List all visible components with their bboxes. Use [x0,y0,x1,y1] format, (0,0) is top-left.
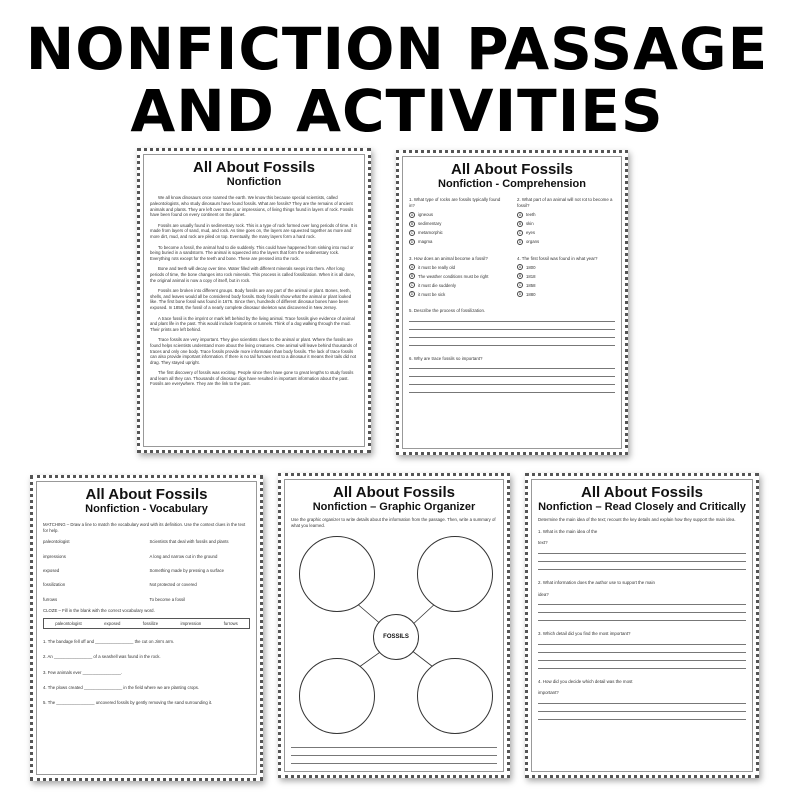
answer-option[interactable] [517,221,615,227]
vocab-definition[interactable]: To become a fossil [149,596,186,602]
question-1 [409,197,507,247]
answer-option[interactable] [517,291,615,297]
question-text: 6. Why are trace fossils so important? [409,355,483,361]
word-bank-item: paleontologist [55,620,82,626]
worksheet-read-closely [525,473,759,778]
bubble-d: D [518,239,522,244]
cloze-instructions: CLOZE – Fill in the blank with the correct vocabulary word. [43,608,155,614]
question-grid-top [409,197,615,247]
question-text: 4. How did you decide which detail was the most [538,678,633,684]
question-text: 4. The first fossil was found in what year? [517,255,598,261]
option-label: it must die suddenly [418,282,456,288]
detail-circle-bottom-right[interactable] [417,658,493,734]
answer-option[interactable] [517,282,615,288]
option-label: 1880 [526,291,536,297]
sheet-title: All About Fossils [193,159,315,176]
sheet-subtitle: Nonfiction – Graphic Organizer [312,501,476,514]
option-label: eyes [526,230,536,236]
summary-line[interactable] [291,764,497,767]
answer-option[interactable] [517,212,615,218]
question-text: 3. How does an animal become a fossil? [409,255,488,261]
option-label: organs [526,239,540,245]
option-label: skin [526,221,534,227]
cloze-sentence[interactable]: 1. The bandage fell off and ________________ the cut on Jim's arm. [43,638,175,644]
option-label: 1800 [526,264,536,270]
answer-option[interactable] [409,221,507,227]
answer-option[interactable] [409,273,507,279]
worksheet-passage [137,148,371,453]
answer-line[interactable] [409,361,615,369]
question-text: 3. Which detail did you find the most important? [538,631,631,637]
detail-circle-top-right[interactable] [417,536,493,612]
answer-line[interactable] [409,338,615,346]
detail-circle-bottom-left[interactable] [299,658,375,734]
answer-line[interactable] [538,562,746,570]
question-4 [517,256,615,301]
bubble-c: C [410,230,414,235]
answer-line[interactable] [409,377,615,385]
sheet-subtitle: Nonfiction [226,176,282,189]
passage-paragraph: Bone and teeth will decay over time. Water filled with different minerals seeps into them. After long periods of time, the bone changes into rock minerals. This process is called fossilization. When it is all done, the original animal is now a copy of itself, but in rock. [150,266,356,283]
answer-line[interactable] [538,661,746,669]
question-text: 2. What information does the author use to support the main [538,580,655,586]
answer-line[interactable] [409,369,615,377]
sheet-title: All About Fossils [581,484,703,501]
sheet-subtitle: Nonfiction - Comprehension [438,178,586,191]
word-bank-item: impression [180,620,202,626]
matching-instructions: MATCHING – Draw a line to match the vocabulary word with its definition. Use the context clues in the text for help. [43,522,246,533]
answer-line[interactable] [538,613,746,621]
answer-line[interactable] [409,314,615,322]
vocab-word[interactable]: fossilization [43,582,66,588]
question-text: 5. Describe the process of fossilization. [409,308,486,314]
sheet-subtitle: Nonfiction - Vocabulary [85,503,208,516]
passage-paragraph: We all know dinosaurs once roamed the earth. We know this because special scientists, called paleontologists, who study dinosaurs have found fossils. What are fossils? They are the remains of ancient animals and plants. They are left over traces, or impressions, of living things found in layers of rock. Fossils have been found on every continent on the planet. [150,195,354,218]
answer-option[interactable] [517,273,615,279]
question-text: 1. What type of rocks are fossils typically found in? [409,197,501,209]
sheet-title: All About Fossils [85,486,208,503]
bubble-a: A [410,212,414,217]
option-label: 1818 [526,273,536,279]
passage-paragraph: Fossils are broken into different groups. Body fossils are any part of the animal or plant. Bones, teeth, shells, and leaves would all be considered body fossils. Body fossils show what the animal or plant looked like. The first bone fossil was found in 1676. Since then, hundreds of different dinosaur bones have been exposed. In 1858, the fossil of a nearly complete dinosaur skeleton was discovered in New Jersey. [150,288,352,310]
answer-line[interactable] [409,322,615,330]
bubble-b: B [518,274,522,279]
bubble-c: C [410,283,414,288]
worksheet-vocabulary [30,475,263,781]
question-text-continued: important? [538,690,559,696]
worksheet-comprehension [396,150,628,455]
critical-question-1 [538,529,746,570]
answer-line[interactable] [538,605,746,613]
bubble-a: A [518,212,522,217]
center-circle [373,614,419,660]
bubble-d: D [518,292,522,297]
answer-line[interactable] [538,546,746,554]
answer-option[interactable] [409,282,507,288]
option-label: 1858 [526,282,536,288]
word-bank [43,618,250,629]
bubble-b: B [410,274,414,279]
answer-option[interactable] [409,230,507,236]
answer-line[interactable] [409,330,615,338]
cloze-sentence[interactable]: 2. An ________________ of a seashell was found in the rock. [43,654,161,660]
answer-option[interactable] [409,264,507,270]
critical-question-2 [538,580,746,621]
organizer-instructions: Use the graphic organizer to write details about the information from the passage. Then, write a summary of what you learned. [291,517,496,528]
question-text-continued: text? [538,540,548,546]
vocab-word[interactable]: furrows [43,596,58,602]
bubble-d: D [410,292,414,297]
summary-line[interactable] [291,748,497,756]
option-label: metamorphic [418,230,443,236]
option-label: teeth [526,212,536,218]
critical-instructions: Determine the main idea of the text; recount the key details and explain how they support the main idea. [538,517,736,523]
vocab-definition[interactable]: Scientists that deal with fossils and plants [149,539,229,545]
answer-line[interactable] [538,637,746,645]
bubble-d: D [410,239,414,244]
option-label: igneous [418,212,434,218]
option-label: it must be really old [418,264,456,270]
graphic-organizer [291,536,497,736]
vocab-definition[interactable]: Something made by pressing a surface [149,568,225,574]
answer-option[interactable] [409,291,507,297]
option-label: it must be sick [418,291,446,297]
answer-option[interactable] [409,212,507,218]
summary-line[interactable] [291,756,497,764]
cloze-sentence[interactable]: 4. The plows created ________________ in the field where we are planting crops. [43,684,200,690]
cloze-sentence[interactable]: 3. Few animals ever ________________. [43,669,123,675]
answer-line[interactable] [538,554,746,562]
question-text-continued: idea? [538,591,549,597]
answer-line[interactable] [538,597,746,605]
answer-line[interactable] [538,704,746,712]
vocab-word[interactable]: exposed [43,568,60,574]
answer-option[interactable] [517,239,615,245]
answer-option[interactable] [517,230,615,236]
vocab-definition[interactable]: Not protected or covered [149,582,197,588]
option-label: magma [418,239,433,245]
option-label: sedimentary [418,221,442,227]
passage-body [150,195,358,387]
summary-line[interactable] [291,740,497,748]
sheet-title: All About Fossils [451,161,573,178]
arrow-top-right [411,602,437,626]
bubble-b: B [410,221,414,226]
vocab-word[interactable]: paleontologist [43,539,70,545]
word-bank-item: exposed [104,620,121,626]
option-label: The weather conditions must be right [418,273,489,279]
bubble-c: C [518,230,522,235]
critical-question-4 [538,679,746,720]
answer-option[interactable] [409,239,507,245]
summary-lines [291,740,497,767]
question-3 [409,256,507,301]
answer-line[interactable] [538,653,746,661]
worksheet-graphic-organizer [278,473,510,778]
answer-line[interactable] [538,696,746,704]
question-2 [517,197,615,247]
headline-line-2: AND ACTIVITIES [130,77,664,145]
headline-line-1: NONFICTION PASSAGE [25,15,769,83]
bubble-a: A [410,265,414,270]
question-text: 2. What part of an animal will not rot to become a fossil? [517,197,613,209]
passage-paragraph: To become a fossil, the animal had to die suddenly. This could have happened from sinking into mud or being buried in a sandstorm. The animal is squeezed into the layers that form the sedimentary rock. Everything rots except for the teeth and bone. These are pressed into the rock. [150,244,354,261]
matching-grid [43,539,250,602]
bubble-b: B [518,221,522,226]
answer-line[interactable] [538,712,746,720]
vocab-definition[interactable]: A long and narrow cut in the ground [149,553,218,559]
question-text: 1. What is the main idea of the [538,528,598,534]
answer-option[interactable] [517,264,615,270]
question-5 [409,308,615,346]
passage-paragraph: Fossils are usually found in sedimentary rock. This is a type of rock formed over long periods of time. It is made from layers of sand, mud, and rock. As time goes on, the layers are squeezed together as more and more dirt, mud, and rock are piled on top. Eventually, the many layers form a hard rock. [150,222,358,239]
answer-line[interactable] [409,385,615,393]
word-bank-item: furrows [223,620,238,626]
detail-circle-top-left[interactable] [299,536,375,612]
question-grid-bottom [409,256,615,301]
question-6 [409,356,615,394]
passage-paragraph: The first discovery of fossils was exciting. People since then have gone to great lengths to study fossils and learn all they can. Thousands of dinosaur digs have resulted in important information about the past. Fossils are everywhere. They are the link to the past. [150,370,354,387]
critical-question-3 [538,631,746,669]
vocab-word[interactable]: impressions [43,553,66,559]
center-label: FOSSILS [383,634,409,641]
cloze-sentence[interactable]: 5. The ________________ uncovered fossils by gently removing the sand surrounding it. [43,700,213,706]
sheet-title: All About Fossils [333,484,455,501]
passage-paragraph: Trace fossils are very important. They give scientists clues to the animal or plant. Where the fossils are found helps scientists understand more about the living creatures. One animal will leave behind thousands of traces and only one body. Trace fossils provide more information than body fossils. The lack of trace fossils can also provide important information. If there is no tail furrows next to a dinosaur it means their tails did not drag. They stayed upright. [150,337,357,365]
answer-line[interactable] [538,645,746,653]
passage-paragraph: A trace fossil is the imprint or mark left behind by the living animal. Trace fossils give evidence of animal and plant life in the past. This would include footprints or tunnels. Think of a dog walking through the mud. Their prints are left behind. [150,315,355,332]
sheet-subtitle: Nonfiction – Read Closely and Critically [538,501,746,514]
word-bank-item: fossilize [142,620,159,626]
bubble-a: A [518,265,522,270]
bubble-c: C [518,283,522,288]
